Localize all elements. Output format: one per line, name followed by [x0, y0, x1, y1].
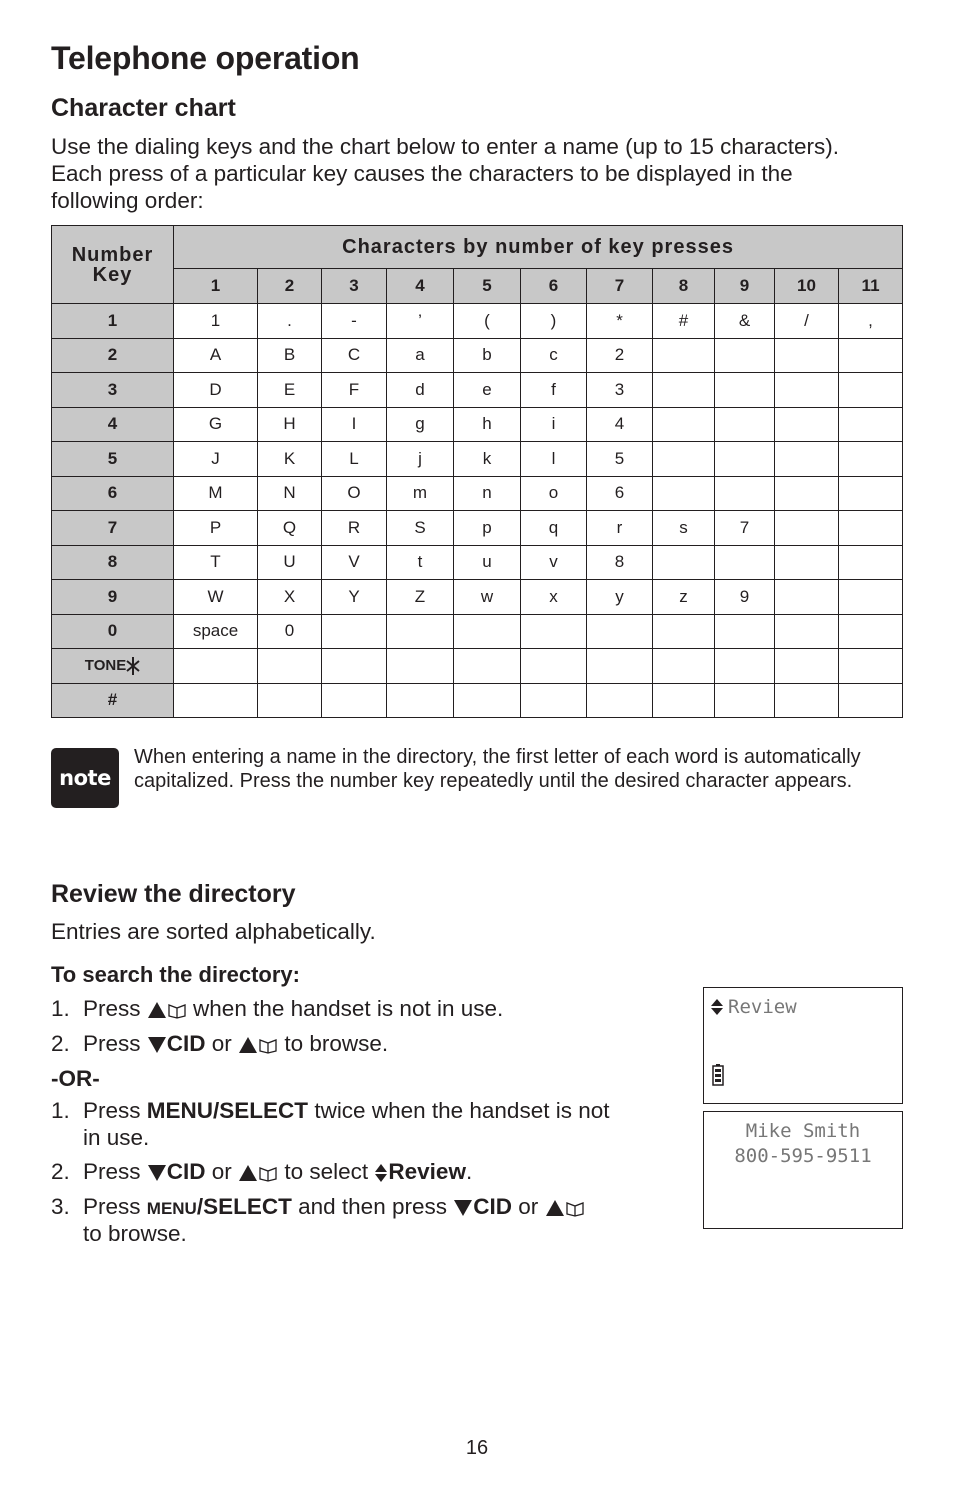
- table-row: [52, 373, 903, 408]
- chart-cell: 8: [587, 545, 653, 580]
- screen-review-text: Review: [728, 996, 797, 1018]
- chart-cell: [521, 614, 587, 649]
- character-chart-intro: Use the dialing keys and the chart below to enter a name (up to 15 characters). Each press of a particular key causes the characters to be displayed in the following order:: [51, 134, 839, 213]
- chart-cell: [715, 407, 775, 442]
- chart-cell: p: [454, 511, 521, 546]
- directory-book-icon: [167, 1001, 187, 1019]
- chart-cell: #: [653, 304, 715, 339]
- header-press-4: 4: [387, 269, 454, 304]
- review-heading: Review the directory: [51, 880, 296, 908]
- header-number-label: Number: [71, 243, 154, 266]
- chart-cell: A: [174, 338, 258, 373]
- chart-cell: d: [387, 373, 454, 408]
- chart-cell: i: [521, 407, 587, 442]
- chart-cell: [521, 649, 587, 684]
- chart-cell: U: [258, 545, 322, 580]
- header-key-label: Key: [92, 263, 133, 286]
- chart-cell: [775, 338, 839, 373]
- chart-cell: l: [521, 442, 587, 477]
- chart-cell: [653, 476, 715, 511]
- chart-cell: 5: [587, 442, 653, 477]
- table-row: [52, 304, 903, 339]
- screen-entry-number: 800-595-9511: [734, 1145, 872, 1167]
- row-key: 2: [52, 338, 174, 373]
- chart-cell: O: [322, 476, 387, 511]
- chart-cell: 9: [715, 580, 775, 615]
- chart-cell: t: [387, 545, 454, 580]
- chart-cell: [775, 683, 839, 718]
- chart-cell: x: [521, 580, 587, 615]
- chart-cell: [839, 511, 903, 546]
- chart-cell: [715, 649, 775, 684]
- up-down-arrow-icon: [374, 1163, 388, 1183]
- chart-cell: [839, 476, 903, 511]
- chart-cell: Q: [258, 511, 322, 546]
- chart-cell: D: [174, 373, 258, 408]
- chart-cell: r: [587, 511, 653, 546]
- chart-cell: [387, 683, 454, 718]
- table-row: [52, 442, 903, 477]
- header-press-7: 7: [587, 269, 653, 304]
- chart-cell: F: [322, 373, 387, 408]
- chart-cell: [258, 683, 322, 718]
- chart-cell: /: [775, 304, 839, 339]
- chart-cell: [715, 683, 775, 718]
- chart-cell: Z: [387, 580, 454, 615]
- chart-cell: 1: [174, 304, 258, 339]
- chart-cell: W: [174, 580, 258, 615]
- chart-cell: &: [715, 304, 775, 339]
- header-key-presses: Characters by number of key presses: [174, 226, 903, 269]
- chart-cell: [653, 614, 715, 649]
- note-text: When entering a name in the directory, the first letter of each word is automatically capitalized. Press the number key repeatedly until the desired character appears.: [134, 746, 861, 792]
- chart-cell: w: [454, 580, 521, 615]
- chart-cell: y: [587, 580, 653, 615]
- table-row: [52, 683, 903, 718]
- chart-cell: .: [258, 304, 322, 339]
- chart-cell: -: [322, 304, 387, 339]
- chart-cell: z: [653, 580, 715, 615]
- chart-cell: [587, 683, 653, 718]
- row-key: 1: [52, 304, 174, 339]
- chart-cell: ,: [839, 304, 903, 339]
- up-arrow-icon: [545, 1199, 565, 1217]
- row-key: 6: [52, 476, 174, 511]
- chart-cell: E: [258, 373, 322, 408]
- tone-label: TONE: [84, 656, 127, 674]
- chart-cell: K: [258, 442, 322, 477]
- chart-cell: [715, 442, 775, 477]
- down-arrow-icon: [453, 1199, 473, 1217]
- header-press-11: 11: [839, 269, 903, 304]
- chart-cell: [454, 614, 521, 649]
- chart-cell: 0: [258, 614, 322, 649]
- table-row: [52, 580, 903, 615]
- down-arrow-icon: [147, 1164, 167, 1182]
- chart-cell: (: [454, 304, 521, 339]
- chart-cell: [715, 545, 775, 580]
- table-row: [52, 511, 903, 546]
- chart-cell: [775, 511, 839, 546]
- character-chart-table: [51, 225, 903, 718]
- chart-cell: R: [322, 511, 387, 546]
- chart-cell: [775, 442, 839, 477]
- chart-cell: [839, 545, 903, 580]
- chart-cell: [715, 614, 775, 649]
- chart-cell: [587, 614, 653, 649]
- note-badge: note: [51, 748, 119, 808]
- screen-entry-name: Mike Smith: [745, 1120, 861, 1142]
- up-arrow-icon: [238, 1164, 258, 1182]
- header-press-10: 10: [775, 269, 839, 304]
- chart-cell: Y: [322, 580, 387, 615]
- chart-cell: f: [521, 373, 587, 408]
- chart-cell: 3: [587, 373, 653, 408]
- search-heading: To search the directory:: [51, 962, 300, 987]
- chart-cell: M: [174, 476, 258, 511]
- chart-cell: ): [521, 304, 587, 339]
- page-number: 16: [465, 1437, 489, 1459]
- chart-cell: [715, 373, 775, 408]
- handset-screen-review: [703, 987, 903, 1104]
- row-key: #: [52, 683, 174, 718]
- chart-cell: c: [521, 338, 587, 373]
- chart-cell: 2: [587, 338, 653, 373]
- row-key: 0: [52, 614, 174, 649]
- chart-cell: H: [258, 407, 322, 442]
- chart-cell: V: [322, 545, 387, 580]
- chart-cell: [653, 338, 715, 373]
- chart-cell: [322, 649, 387, 684]
- star-key-icon: [126, 656, 140, 676]
- chart-cell: e: [454, 373, 521, 408]
- battery-icon: [712, 1064, 724, 1086]
- chart-cell: [653, 407, 715, 442]
- chart-cell: [775, 614, 839, 649]
- chart-cell: 6: [587, 476, 653, 511]
- chart-cell: j: [387, 442, 454, 477]
- chart-cell: s: [653, 511, 715, 546]
- header-press-6: 6: [521, 269, 587, 304]
- chart-cell: [387, 614, 454, 649]
- chart-cell: [715, 338, 775, 373]
- chart-cell: S: [387, 511, 454, 546]
- row-key: 7: [52, 511, 174, 546]
- table-row: [52, 338, 903, 373]
- chart-cell: 7: [715, 511, 775, 546]
- character-chart-heading: Character chart: [51, 94, 236, 122]
- chart-cell: a: [387, 338, 454, 373]
- chart-cell: [715, 476, 775, 511]
- chart-cell: [587, 649, 653, 684]
- chart-cell: T: [174, 545, 258, 580]
- header-press-8: 8: [653, 269, 715, 304]
- header-press-1: 1: [174, 269, 258, 304]
- chart-cell: h: [454, 407, 521, 442]
- chart-cell: [521, 683, 587, 718]
- chart-cell: [775, 580, 839, 615]
- table-row: [52, 545, 903, 580]
- chart-cell: [653, 442, 715, 477]
- chart-cell: o: [521, 476, 587, 511]
- chart-cell: 4: [587, 407, 653, 442]
- directory-book-icon: [565, 1199, 585, 1217]
- header-press-3: 3: [322, 269, 387, 304]
- page-title: Telephone operation: [51, 40, 360, 76]
- chart-cell: [454, 649, 521, 684]
- chart-cell: [174, 649, 258, 684]
- chart-cell: B: [258, 338, 322, 373]
- chart-cell: [775, 407, 839, 442]
- header-press-2: 2: [258, 269, 322, 304]
- chart-cell: m: [387, 476, 454, 511]
- chart-cell: [839, 407, 903, 442]
- up-arrow-icon: [147, 1001, 167, 1019]
- chart-cell: [387, 649, 454, 684]
- or-label: -OR-: [51, 1066, 100, 1091]
- chart-cell: *: [587, 304, 653, 339]
- directory-book-icon: [258, 1036, 278, 1054]
- table-row: [52, 614, 903, 649]
- row-key: 5: [52, 442, 174, 477]
- chart-cell: [839, 649, 903, 684]
- chart-cell: [653, 649, 715, 684]
- chart-cell: [322, 683, 387, 718]
- chart-cell: g: [387, 407, 454, 442]
- chart-cell: [322, 614, 387, 649]
- chart-cell: [839, 442, 903, 477]
- down-arrow-icon: [147, 1036, 167, 1054]
- chart-cell: X: [258, 580, 322, 615]
- chart-cell: [775, 649, 839, 684]
- chart-cell: [653, 545, 715, 580]
- chart-cell: n: [454, 476, 521, 511]
- review-intro: Entries are sorted alphabetically.: [51, 919, 376, 944]
- chart-cell: P: [174, 511, 258, 546]
- row-key: 3: [52, 373, 174, 408]
- header-press-5: 5: [454, 269, 521, 304]
- row-key: 4: [52, 407, 174, 442]
- chart-cell: [775, 545, 839, 580]
- chart-cell: space: [174, 614, 258, 649]
- up-arrow-icon: [238, 1036, 258, 1054]
- chart-cell: [653, 373, 715, 408]
- chart-cell: C: [322, 338, 387, 373]
- chart-cell: [839, 338, 903, 373]
- chart-cell: u: [454, 545, 521, 580]
- chart-cell: [454, 683, 521, 718]
- chart-cell: [839, 580, 903, 615]
- chart-cell: J: [174, 442, 258, 477]
- header-press-9: 9: [715, 269, 775, 304]
- chart-cell: v: [521, 545, 587, 580]
- chart-cell: I: [322, 407, 387, 442]
- row-key: [52, 649, 174, 684]
- directory-book-icon: [258, 1164, 278, 1182]
- chart-cell: q: [521, 511, 587, 546]
- handset-screen-entry: [703, 1111, 903, 1229]
- row-key: 8: [52, 545, 174, 580]
- up-down-arrow-icon: [710, 998, 724, 1016]
- table-row: [52, 407, 903, 442]
- chart-cell: [775, 476, 839, 511]
- chart-cell: G: [174, 407, 258, 442]
- chart-cell: N: [258, 476, 322, 511]
- table-row: [52, 649, 903, 684]
- chart-cell: k: [454, 442, 521, 477]
- row-key: 9: [52, 580, 174, 615]
- chart-cell: b: [454, 338, 521, 373]
- chart-cell: [258, 649, 322, 684]
- chart-cell: [839, 614, 903, 649]
- chart-cell: [653, 683, 715, 718]
- chart-cell: L: [322, 442, 387, 477]
- chart-cell: [174, 683, 258, 718]
- chart-cell: ’: [387, 304, 454, 339]
- chart-cell: [839, 683, 903, 718]
- table-row: [52, 476, 903, 511]
- chart-cell: [775, 373, 839, 408]
- header-number-key: [52, 226, 174, 304]
- chart-cell: [839, 373, 903, 408]
